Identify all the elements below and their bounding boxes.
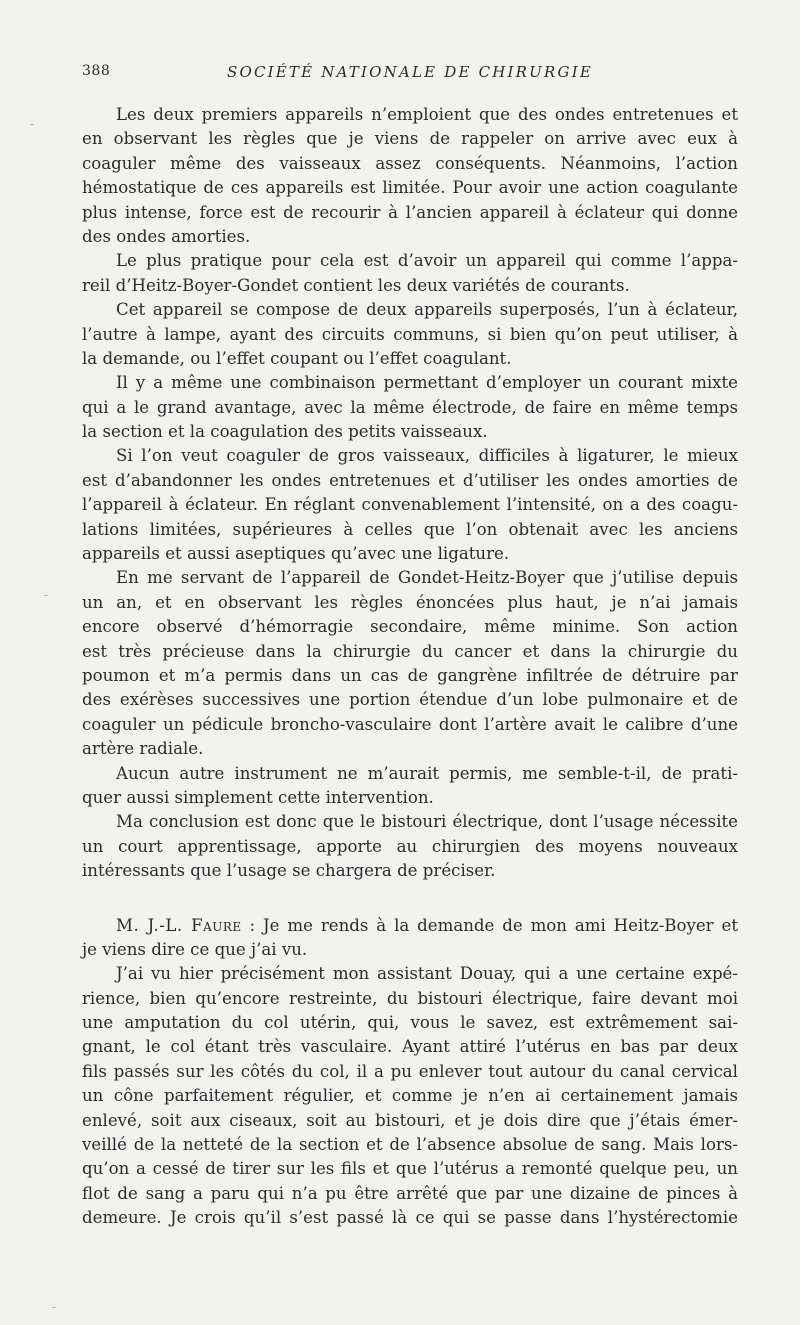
text-line: gnant, le col étant très vasculaire. Ayant attiré l’utérus en bas par deux [82, 1037, 738, 1057]
text-line: Les deux premiers appareils n’emploient que des ondes entretenues et [116, 105, 738, 124]
text-line: enlevé, soit aux ciseaux, soit au bistouri, et je dois dire que j’étais émer- [82, 1110, 738, 1130]
text-line: la demande, ou l’effet coupant ou l’effet coagulant. [82, 348, 512, 368]
text-line: qui a le grand avantage, avec la même électrode, de faire en même temps [82, 397, 738, 417]
text-line: Le plus pratique pour cela est d’avoir un appareil qui comme l’appa- [116, 251, 738, 271]
text-line: plus intense, force est de recourir à l’ancien appareil à éclateur qui donne [82, 202, 738, 222]
text-line: poumon et m’a permis dans un cas de gangrène infiltrée de détruire par [82, 665, 738, 685]
section-gap [82, 884, 738, 914]
body-text [82, 103, 738, 1231]
text-line: l’appareil à éclateur. En réglant convenablement l’intensité, on a des coagu- [82, 495, 738, 515]
text-line: appareils et aussi aseptiques qu’avec une ligature. [82, 544, 510, 564]
text-line: Ma conclusion est donc que le bistouri électrique, dont l’usage nécessite [116, 812, 738, 832]
text-line: coaguler un pédicule broncho-vasculaire dont l’artère avait le calibre d’une [82, 714, 738, 734]
running-title: SOCIÉTÉ NATIONALE DE CHIRURGIE [227, 63, 593, 81]
text-line: quer aussi simplement cette intervention. [82, 787, 434, 807]
text-line: encore observé d’hémorragie secondaire, même minime. Son action [82, 617, 738, 637]
text-line: lations limitées, supérieures à celles que l’on obtenait avec les anciens [82, 519, 738, 539]
text-line: veillé de la netteté de la section et de l’absence absolue de sang. Mais lors- [82, 1135, 738, 1155]
margin-dash: - [44, 588, 49, 602]
page-number: 388 [82, 63, 111, 79]
text-line: est d’abandonner les ondes entretenues et d’utiliser les ondes amorties de [82, 470, 738, 490]
text-line: une amputation du col utérin, qui, vous le savez, est extrêmement sai- [82, 1013, 738, 1033]
text-line: des ondes amorties. [82, 226, 251, 246]
margin-dash: - [30, 117, 35, 131]
margin-dash: - [52, 1300, 57, 1314]
text-line: intéressants que l’usage se chargera de préciser. [82, 861, 496, 881]
text-line: je viens dire ce que j’ai vu. [82, 939, 308, 959]
text-line: un cône parfaitement régulier, et comme je n’en ai certainement jamais [82, 1086, 738, 1106]
text-line: des exérèses successives une portion étendue d’un lobe pulmonaire et de [82, 690, 738, 710]
text-line: reil d’Heitz-Boyer-Gondet contient les deux variétés de courants. [82, 275, 630, 295]
text-line: un court apprentissage, apporte au chirurgien des moyens nouveaux [82, 836, 738, 856]
text-line: est très précieuse dans la chirurgie du cancer et dans la chirurgie du [82, 641, 738, 661]
speaker-name: M. J.-L. Faure [116, 915, 242, 935]
text-line: Il y a même une combinaison permettant d’employer un courant mixte [116, 373, 738, 393]
text-line: Cet appareil se compose de deux appareils superposés, l’un à éclateur, [116, 300, 738, 320]
page-header [82, 63, 742, 83]
text-line: En me servant de l’appareil de Gondet-Heitz-Boyer que j’utilise depuis [116, 568, 738, 588]
text-line: Aucun autre instrument ne m’aurait permis, me semble-t-il, de prati- [116, 763, 738, 783]
text-line: qu’on a cessé de tirer sur les fils et que l’utérus a remonté quelque peu, un [82, 1159, 738, 1179]
text-line: l’autre à lampe, ayant des circuits communs, si bien qu’on peut utiliser, à [82, 324, 738, 344]
text-line: un an, et en observant les règles énoncées plus haut, je n’ai jamais [82, 592, 738, 612]
text-line: Si l’on veut coaguler de gros vaisseaux, difficiles à ligaturer, le mieux [116, 446, 738, 466]
text-line: J’ai vu hier précisément mon assistant Douay, qui a une certaine expé- [116, 964, 738, 984]
text-line: fils passés sur les côtés du col, il a pu enlever tout autour du canal cervical [82, 1061, 738, 1081]
discussion-paragraphs [82, 938, 738, 1231]
main-paragraphs [82, 103, 738, 884]
text-line: rience, bien qu’encore restreinte, du bistouri électrique, faire devant moi [82, 988, 738, 1008]
text-line: flot de sang a paru qui n’a pu être arrêté que par une dizaine de pinces à [82, 1183, 738, 1203]
text-line: en observant les règles que je viens de rappeler on arrive avec eux à [82, 129, 738, 149]
text-line: hémostatique de ces appareils est limitée. Pour avoir une action coagulante [82, 178, 738, 198]
text-line: la section et la coagulation des petits vaisseaux. [82, 422, 488, 442]
text-line: coaguler même des vaisseaux assez conséquents. Néanmoins, l’action [82, 153, 738, 173]
text-line: demeure. Je crois qu’il s’est passé là ce qui se passe dans l’hystérectomie [82, 1208, 738, 1228]
discussion-first-line [82, 914, 738, 938]
text-line: artère radiale. [82, 739, 204, 759]
discussion-first-line-rest: : Je me rends à la demande de mon ami Heitz-Boyer et [241, 915, 738, 935]
